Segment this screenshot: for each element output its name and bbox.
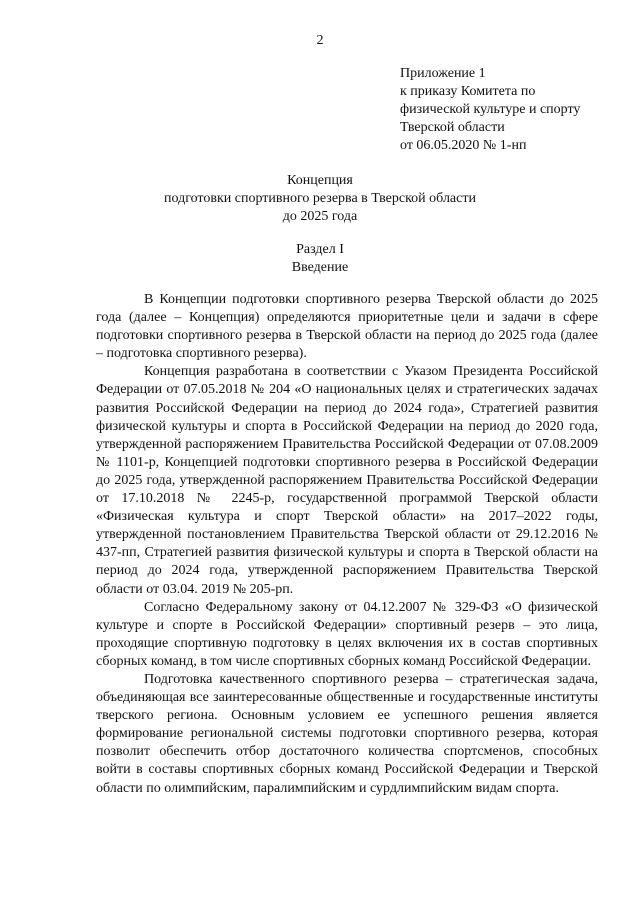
title-line: Концепция [287,173,353,188]
paragraph: Подготовка качественного спортивного резерва – стратегическая задача, объединяющая все заинтересованные общественные и государственные институты тверского региона. Основным условием ее успешного решения является формирование региональной системы подготовки спортивного резерва, которая позволит обеспечить отбор достаточного количества спортсменов, способных войти в составы спортивных сборных команд Российской Федерации и Тверской области по олимпийским, паралимпийским и сурдлимпийским видам спорта. [96,671,598,796]
title-line: подготовки спортивного резерва в Тверской области [164,191,476,206]
document-title [0,172,640,226]
appendix-line: физической культуре и спорту [400,102,581,117]
paragraph: Согласно Федеральному закону от 04.12.2007 № 329-ФЗ «О физической культуре и спорте в Российской Федерации» спортивный резерв – это лица, проходящие спортивную подготовку в целях включения их в состав спортивных сборных команд, в том числе спортивных сборных команд Российской Федерации. [96,599,598,669]
page-number: 2 [316,33,324,48]
appendix-line: к приказу Комитета по [400,84,536,99]
appendix-line: от 06.05.2020 № 1-нп [400,138,527,153]
section-number: Раздел I [296,242,344,257]
paragraph: Концепция разработана в соответствии с Указом Президента Российской Федерации от 07.05.2018 № 204 «О национальных целях и стратегических задачах развития Российской Федерации на период до 2024 года», Стратегией развития физической культуры и спорта в Российской Федерации на период до 2020 года, утвержденной распоряжением Правительства Российской Федерации от 07.08.2009 № 1101-р, Концепцией подготовки спортивного резерва в Российской Федерации до 2025 года, утвержденной распоряжением Правительства Российской Федерации от 17.10.2018 № 2245-р, государственной программой Тверской области «Физическая культура и спорт Тверской области» на 2017–2022 годы, утвержденной постановлением Правительства Тверской области от 29.12.2016 № 437-пп, Стратегией развития физической культуры и спорта в Тверской области на период до 2024 года, утвержденной распоряжением Правительства Тверской области от 03.04. 2019 № 205-рп. [96,364,598,597]
appendix-line: Приложение 1 [400,66,486,81]
section-heading [0,241,640,277]
appendix-line: Тверской области [400,120,505,135]
body-text [96,291,598,798]
title-line: до 2025 года [282,209,358,224]
appendix-block [400,65,580,155]
paragraph: В Концепции подготовки спортивного резерва Тверской области до 2025 года (далее – Концепция) определяются приоритетные цели и задачи в сфере подготовки спортивного резерва в Тверской области на период до 2025 года (далее – подготовка спортивного резерва). [96,292,598,362]
section-name: Введение [291,260,349,275]
